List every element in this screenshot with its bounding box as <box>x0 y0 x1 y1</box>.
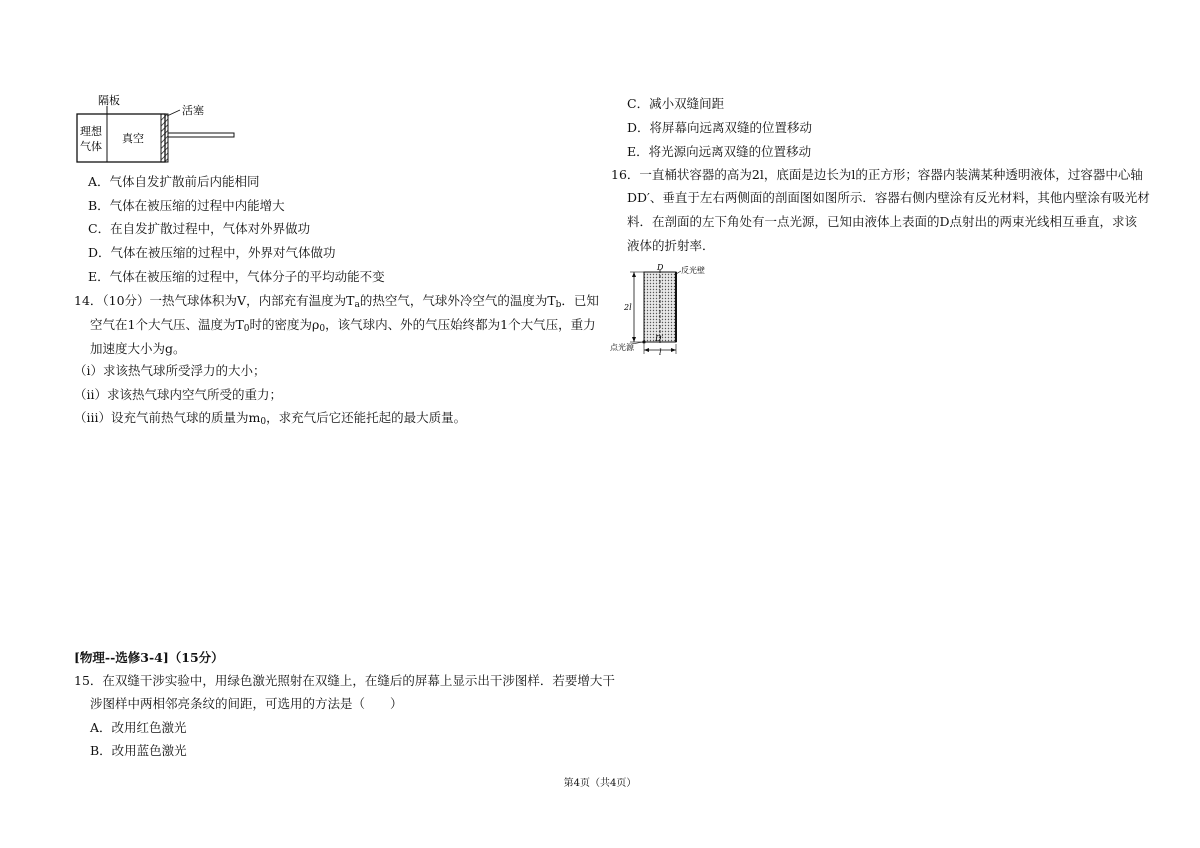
q16-line-3: 料．在剖面的左下角处有一点光源，已知由液体上表面的D点射出的两束光线相互垂直，求该 <box>627 214 1138 229</box>
q16-line-4: 液体的折射率． <box>627 238 715 253</box>
q13-option-a: A．气体自发扩散前后内能相同 <box>88 174 260 189</box>
container-cross-section-figure <box>610 264 720 356</box>
label-l: l <box>659 348 662 356</box>
gas-label-1: 理想 <box>80 125 102 138</box>
piston-block <box>161 114 168 162</box>
q13-option-b: B．气体在被压缩的过程中内能增大 <box>88 198 285 213</box>
q14-part-2: （ii）求该热气球内空气所受的重力； <box>74 387 282 402</box>
label-2l: 2l <box>624 303 632 312</box>
gas-label-2: 气体 <box>80 140 102 153</box>
container-box <box>77 114 165 162</box>
q13-option-e: E．气体在被压缩的过程中，气体分子的平均动能不变 <box>88 269 385 284</box>
q14-line-3: 加速度大小为g。 <box>90 341 186 356</box>
q15-line-1: 15．在双缝干涉实验中，用绿色激光照射在双缝上，在缝后的屏幕上显示出干涉图样．若要增大干 <box>74 673 615 688</box>
q16-line-2: DD′、垂直于左右两侧面的剖面图如图所示．容器右侧内壁涂有反光材料，其他内壁涂有吸光材 <box>627 190 1150 205</box>
q14-line-2: 空气在1个大气压、温度为$T_0$时的密度为$\rho_0$，该气球内、外的气压始终都为1个大气压，重力 <box>90 317 596 334</box>
q14-line-1: 14．（10分）一热气球体积为V，内部充有温度为$T_a$的热空气，气球外冷空气的温度为$T_b$．已知 <box>74 293 599 310</box>
q15-option-c: C．减小双缝间距 <box>627 96 725 111</box>
q15-option-b: B．改用蓝色激光 <box>90 743 187 758</box>
q15-line-2: 涉图样中两相邻亮条纹的间距，可选用的方法是（ ） <box>90 696 403 711</box>
q15-option-a: A．改用红色激光 <box>90 720 187 735</box>
label-point-source: 点光源 <box>610 343 634 352</box>
partition-label: 隔板 <box>98 94 120 107</box>
q14-part-1: （i）求该热气球所受浮力的大小； <box>74 363 266 378</box>
q13-option-c: C．在自发扩散过程中，气体对外界做功 <box>88 221 311 236</box>
vacuum-label: 真空 <box>122 132 144 145</box>
gas-piston-figure <box>70 92 245 170</box>
q16-line-1: 16．一直桶状容器的高为2l，底面是边长为l的正方形；容器内装满某种透明液体，过容器中心轴 <box>611 167 1143 182</box>
piston-rod <box>168 133 234 137</box>
piston-label: 活塞 <box>182 104 204 117</box>
page-footer: 第4页（共4页） <box>563 778 637 789</box>
q15-option-d: D．将屏幕向远离双缝的位置移动 <box>627 120 813 135</box>
q14-part-3: （iii）设充气前热气球的质量为$m_0$，求充气后它还能托起的最大质量。 <box>74 410 467 427</box>
label-d: D <box>657 264 664 272</box>
q15-option-e: E．将光源向远离双缝的位置移动 <box>627 144 812 159</box>
section-header: [物理--选修3-4]（15分） <box>74 650 224 665</box>
label-reflective-wall: 反光壁 <box>681 266 705 275</box>
label-d-prime: D′ <box>655 334 664 343</box>
q13-option-d: D．气体在被压缩的过程中，外界对气体做功 <box>88 245 336 260</box>
